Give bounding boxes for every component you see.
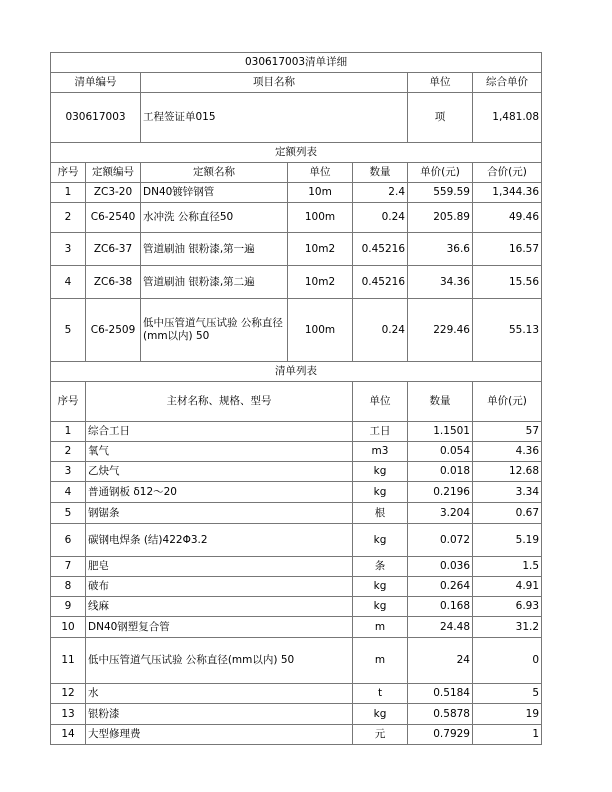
quota-price: 229.46 <box>408 299 473 362</box>
quota-unit: 10m2 <box>288 233 353 266</box>
material-row <box>51 684 542 704</box>
material-name: 普通钢板 δ12～20 <box>86 482 353 503</box>
quota-code: ZC3-20 <box>86 183 141 203</box>
material-index: 1 <box>51 422 86 442</box>
material-index: 4 <box>51 482 86 503</box>
quota-unit: 10m2 <box>288 266 353 299</box>
material-qty: 0.2196 <box>408 482 473 503</box>
material-unit: kg <box>353 482 408 503</box>
quota-name: 管道刷油 银粉漆,第一遍 <box>141 233 288 266</box>
item-code: 030617003 <box>51 93 141 143</box>
material-qty: 1.1501 <box>408 422 473 442</box>
material-index: 2 <box>51 442 86 462</box>
material-index: 6 <box>51 524 86 557</box>
quota-index: 5 <box>51 299 86 362</box>
material-row <box>51 442 542 462</box>
quota-index: 3 <box>51 233 86 266</box>
item-name: 工程签证单015 <box>141 93 408 143</box>
material-unit: t <box>353 684 408 704</box>
quota-qty: 0.24 <box>353 299 408 362</box>
quota-row <box>51 299 542 362</box>
quota-name: 水冲洗 公称直径50 <box>141 203 288 233</box>
material-qty: 24.48 <box>408 617 473 638</box>
material-price: 1.5 <box>473 557 542 577</box>
material-name: 碳钢电焊条 (结)422Φ3.2 <box>86 524 353 557</box>
material-qty: 0.054 <box>408 442 473 462</box>
material-unit: kg <box>353 704 408 725</box>
material-row <box>51 503 542 524</box>
material-price: 5.19 <box>473 524 542 557</box>
quota-rows <box>51 183 542 362</box>
material-row <box>51 597 542 617</box>
item-unit: 项 <box>408 93 473 143</box>
quota-row <box>51 203 542 233</box>
material-unit: m <box>353 638 408 684</box>
material-unit: 元 <box>353 725 408 745</box>
material-name: 钢锯条 <box>86 503 353 524</box>
material-qty: 0.5184 <box>408 684 473 704</box>
quota-unit: 100m <box>288 203 353 233</box>
material-name: 破布 <box>86 577 353 597</box>
material-index: 11 <box>51 638 86 684</box>
material-unit: 根 <box>353 503 408 524</box>
material-index: 8 <box>51 577 86 597</box>
material-index: 3 <box>51 462 86 482</box>
quota-price: 34.36 <box>408 266 473 299</box>
material-index: 12 <box>51 684 86 704</box>
material-index: 5 <box>51 503 86 524</box>
material-name: 水 <box>86 684 353 704</box>
quota-unit: 10m <box>288 183 353 203</box>
material-index: 13 <box>51 704 86 725</box>
quota-total: 15.56 <box>473 266 542 299</box>
quota-total: 55.13 <box>473 299 542 362</box>
material-qty: 0.018 <box>408 462 473 482</box>
material-rows <box>51 422 542 745</box>
material-unit: 条 <box>353 557 408 577</box>
material-col-price: 单价(元) <box>473 382 542 422</box>
material-qty: 0.036 <box>408 557 473 577</box>
material-price: 57 <box>473 422 542 442</box>
material-section-title: 清单列表 <box>51 362 542 382</box>
material-name: 综合工日 <box>86 422 353 442</box>
quota-col-total: 合价(元) <box>473 163 542 183</box>
material-col-index: 序号 <box>51 382 86 422</box>
material-unit: m3 <box>353 442 408 462</box>
material-col-unit: 单位 <box>353 382 408 422</box>
quota-index: 1 <box>51 183 86 203</box>
item-price: 1,481.08 <box>473 93 542 143</box>
material-qty: 3.204 <box>408 503 473 524</box>
quota-qty: 0.45216 <box>353 233 408 266</box>
material-unit: kg <box>353 597 408 617</box>
quota-code: ZC6-37 <box>86 233 141 266</box>
material-col-qty: 数量 <box>408 382 473 422</box>
material-index: 7 <box>51 557 86 577</box>
material-index: 9 <box>51 597 86 617</box>
material-qty: 0.264 <box>408 577 473 597</box>
material-name: 乙炔气 <box>86 462 353 482</box>
material-row <box>51 462 542 482</box>
detail-table <box>50 52 542 745</box>
quota-index: 2 <box>51 203 86 233</box>
material-row <box>51 557 542 577</box>
price-header: 综合单价 <box>473 73 542 93</box>
material-row <box>51 577 542 597</box>
material-row <box>51 482 542 503</box>
material-name: 大型修理费 <box>86 725 353 745</box>
quota-price: 36.6 <box>408 233 473 266</box>
quota-qty: 0.45216 <box>353 266 408 299</box>
material-price: 4.91 <box>473 577 542 597</box>
quota-index: 4 <box>51 266 86 299</box>
material-price: 3.34 <box>473 482 542 503</box>
material-price: 0 <box>473 638 542 684</box>
material-price: 4.36 <box>473 442 542 462</box>
material-row <box>51 725 542 745</box>
material-qty: 0.168 <box>408 597 473 617</box>
quota-col-price: 单价(元) <box>408 163 473 183</box>
name-header: 项目名称 <box>141 73 408 93</box>
material-col-name: 主材名称、规格、型号 <box>86 382 353 422</box>
material-row <box>51 422 542 442</box>
material-price: 1 <box>473 725 542 745</box>
material-unit: kg <box>353 524 408 557</box>
material-index: 14 <box>51 725 86 745</box>
material-name: 低中压管道气压试验 公称直径(mm以内) 50 <box>86 638 353 684</box>
quota-col-qty: 数量 <box>353 163 408 183</box>
material-price: 31.2 <box>473 617 542 638</box>
material-unit: 工日 <box>353 422 408 442</box>
material-qty: 0.072 <box>408 524 473 557</box>
quota-qty: 2.4 <box>353 183 408 203</box>
quota-code: C6-2540 <box>86 203 141 233</box>
quota-name: 低中压管道气压试验 公称直径(mm以内) 50 <box>141 299 288 362</box>
material-name: 线麻 <box>86 597 353 617</box>
material-row <box>51 524 542 557</box>
material-qty: 24 <box>408 638 473 684</box>
quota-row <box>51 233 542 266</box>
quota-name: 管道刷油 银粉漆,第二遍 <box>141 266 288 299</box>
quota-qty: 0.24 <box>353 203 408 233</box>
table-title: 030617003清单详细 <box>51 53 542 73</box>
material-qty: 0.5878 <box>408 704 473 725</box>
quota-total: 1,344.36 <box>473 183 542 203</box>
material-index: 10 <box>51 617 86 638</box>
quota-code: ZC6-38 <box>86 266 141 299</box>
material-unit: m <box>353 617 408 638</box>
material-row <box>51 617 542 638</box>
quota-col-unit: 单位 <box>288 163 353 183</box>
code-header: 清单编号 <box>51 73 141 93</box>
quota-col-name: 定额名称 <box>141 163 288 183</box>
material-price: 5 <box>473 684 542 704</box>
quota-section-title: 定额列表 <box>51 143 542 163</box>
material-name: DN40钢塑复合管 <box>86 617 353 638</box>
material-qty: 0.7929 <box>408 725 473 745</box>
material-price: 6.93 <box>473 597 542 617</box>
material-name: 肥皂 <box>86 557 353 577</box>
material-price: 12.68 <box>473 462 542 482</box>
quota-code: C6-2509 <box>86 299 141 362</box>
material-row <box>51 638 542 684</box>
unit-header: 单位 <box>408 73 473 93</box>
material-price: 0.67 <box>473 503 542 524</box>
quota-col-index: 序号 <box>51 163 86 183</box>
material-row <box>51 704 542 725</box>
quota-total: 49.46 <box>473 203 542 233</box>
material-unit: kg <box>353 462 408 482</box>
quota-price: 205.89 <box>408 203 473 233</box>
quota-row <box>51 183 542 203</box>
material-name: 氧气 <box>86 442 353 462</box>
quota-unit: 100m <box>288 299 353 362</box>
quota-row <box>51 266 542 299</box>
quota-total: 16.57 <box>473 233 542 266</box>
material-name: 银粉漆 <box>86 704 353 725</box>
material-unit: kg <box>353 577 408 597</box>
material-price: 19 <box>473 704 542 725</box>
quota-col-code: 定额编号 <box>86 163 141 183</box>
quota-name: DN40镀锌钢管 <box>141 183 288 203</box>
quota-price: 559.59 <box>408 183 473 203</box>
